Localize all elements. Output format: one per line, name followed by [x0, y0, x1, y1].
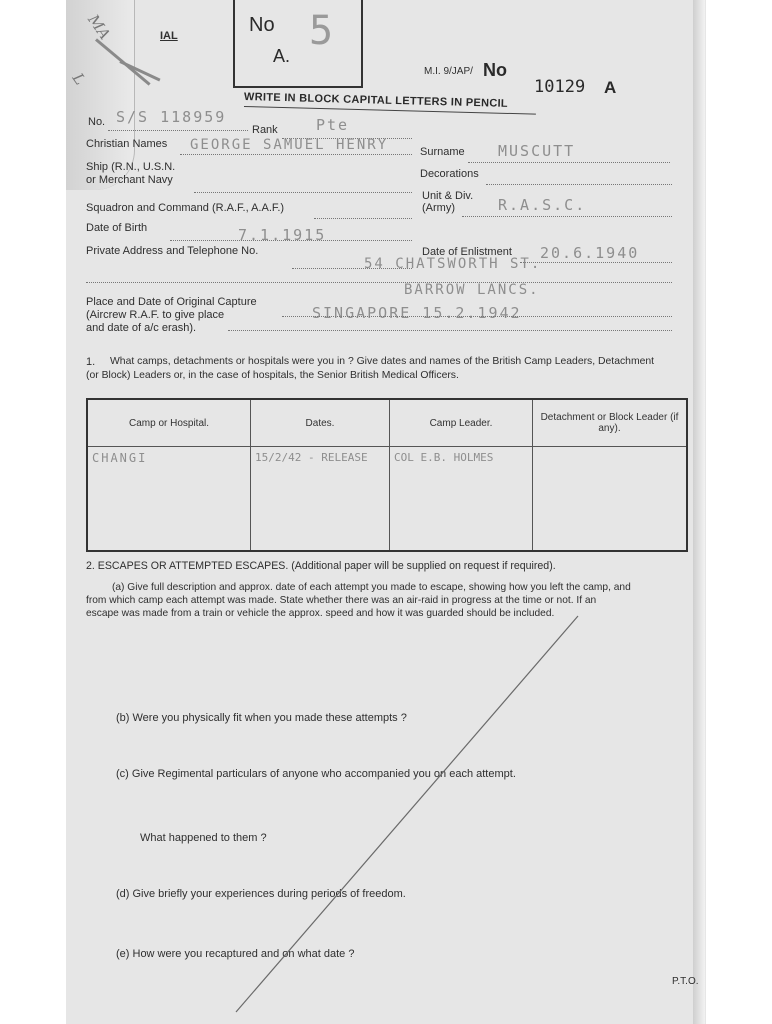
capture-label-3: and date of a/c erash).: [86, 322, 197, 334]
address-value-2: BARROW LANCS.: [404, 282, 540, 298]
col-camp-leader: Camp Leader.: [390, 400, 533, 447]
col-dates: Dates.: [251, 400, 390, 447]
col-detachment-leader: Detachment or Block Leader (if any).: [533, 400, 687, 447]
cell-camp-leader: COL E.B. HOLMES: [390, 447, 533, 551]
rank-label: Rank: [252, 124, 278, 136]
corner-label: IAL: [160, 30, 178, 42]
cell-dates: 15/2/42 - RELEASE: [251, 447, 390, 551]
date-of-birth-label: Date of Birth: [86, 222, 148, 234]
unit-label-2: (Army): [422, 202, 455, 214]
section1-question: What camps, detachments or hospitals were you in ? Give dates and names of the British Camp Leaders, Detachment: [110, 356, 655, 367]
stamp-no-label: No: [249, 14, 275, 36]
section2-a-line1: (a) Give full description and approx. date of each attempt you made to escape, showing how you left the camp, and: [112, 582, 631, 593]
section1-number: 1.: [86, 356, 96, 368]
address-label: Private Address and Telephone No.: [86, 245, 259, 257]
surname-label: Surname: [420, 146, 465, 158]
pto-label: P.T.O.: [672, 976, 699, 987]
christian-names-value: GEORGE SAMUEL HENRY: [190, 137, 389, 153]
curl-handwriting-2: L: [68, 69, 90, 89]
ship-label: Ship (R.N., U.S.N.: [86, 161, 176, 173]
section2-c: (c) Give Regimental particulars of anyone who accompanied you on each attempt.: [116, 768, 516, 780]
capture-label-2: (Aircrew R.A.F. to give place: [86, 309, 225, 321]
christian-names-label: Christian Names: [86, 138, 168, 150]
section2-a-line2: from which camp each attempt was made. State whether there was an air-raid in progress at the time or not. If an: [86, 595, 597, 606]
no-value: S/S 118959: [116, 108, 227, 126]
decorations-label: Decorations: [420, 168, 479, 180]
col-camp-or-hospital: Camp or Hospital.: [88, 400, 251, 447]
instruction-heading: WRITE IN BLOCK CAPITAL LETTERS IN PENCIL: [243, 91, 509, 110]
ship-label-2: or Merchant Navy: [86, 174, 173, 186]
unit-value: R.A.S.C.: [498, 196, 587, 214]
rank-value: Pte: [316, 116, 350, 134]
header-ref: M.I. 9/JAP/: [424, 66, 473, 77]
unit-label: Unit & Div.: [422, 190, 474, 202]
curl-handwriting: MA: [84, 11, 114, 43]
address-value: 54 CHATSWORTH ST.: [364, 256, 542, 272]
date-of-enlistment-value: 20.6.1940: [540, 244, 640, 262]
surname-value: MUSCUTT: [498, 142, 576, 160]
header-no-label: No: [483, 60, 507, 80]
serial-number: 10129: [534, 77, 586, 97]
capture-label: Place and Date of Original Capture: [86, 296, 257, 308]
section2-e: (e) How were you recaptured and on what date ?: [116, 948, 355, 960]
section2-heading: 2. ESCAPES OR ATTEMPTED ESCAPES. (Additional paper will be supplied on request if required).: [86, 560, 556, 572]
no-label: No.: [88, 116, 106, 128]
capture-value: SINGAPORE 15.2.1942: [312, 304, 522, 322]
date-of-enlistment-label: Date of Enlistment: [422, 246, 512, 258]
section2-d: (d) Give briefly your experiences during periods of freedom.: [116, 888, 406, 900]
serial-suffix: A: [604, 78, 617, 97]
section2-a-line3: escape was made from a train or vehicle the approx. speed and how it was guarded should be included.: [86, 608, 555, 619]
date-of-birth-value: 7.1.1915: [238, 226, 327, 244]
section2-b: (b) Were you physically fit when you made these attempts ?: [116, 712, 407, 724]
cell-camp: CHANGI: [88, 447, 251, 551]
stamp-series: A.: [273, 46, 291, 66]
diagonal-strike-line: [236, 616, 578, 1012]
squadron-label: Squadron and Command (R.A.F., A.A.F.): [86, 202, 285, 214]
section2-c-followup: What happened to them ?: [140, 832, 267, 844]
stamp-number: 5: [309, 8, 336, 54]
section1-question-2: (or Block) Leaders or, in the case of hospitals, the Senior British Medical Officers.: [86, 370, 459, 381]
